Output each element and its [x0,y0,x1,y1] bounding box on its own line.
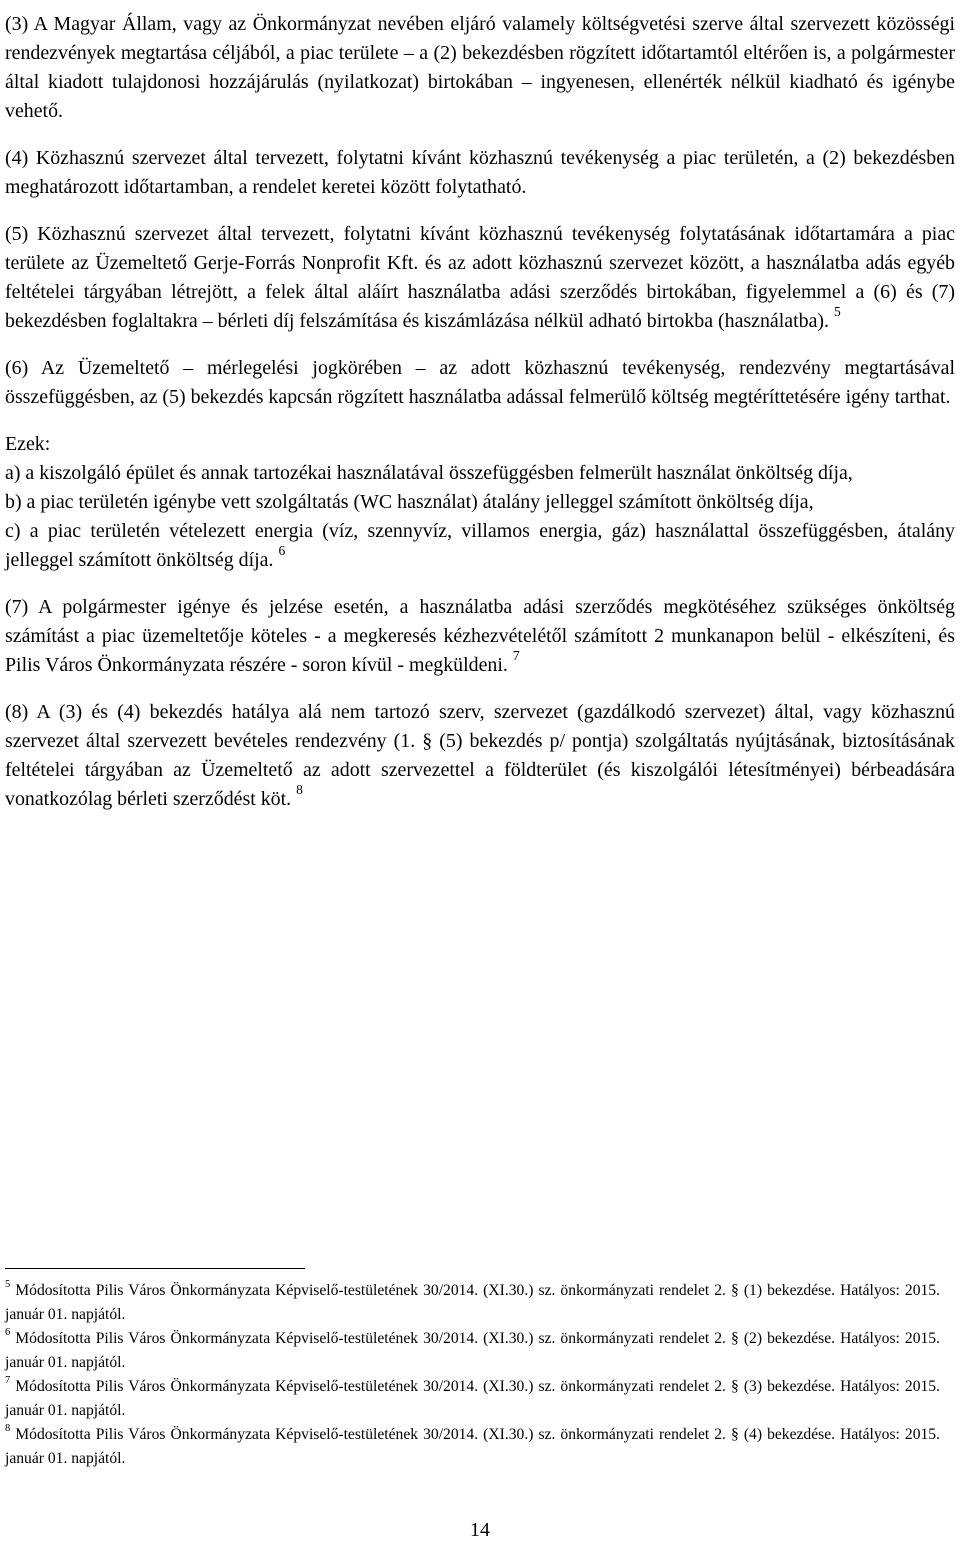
paragraph-7-text: (7) A polgármester igénye és jelzése esetén, a használatba adási szerződés megkötéséhez szükséges önköltség számítást a piac üzemeltetője köteles - a megkeresés kézhezvételétől számított 2 munkanapon belül - elkészíteni, és Pilis Város Önkormányzata részére - soron kívül - megküldeni. [5,596,955,676]
paragraph-5-text: (5) Közhasznú szervezet által tervezett, folytatni kívánt közhasznú tevékenység folytatásának időtartamára a piac területe az Üzemeltető Gerje-Forrás Nonprofit Kft. és az adott közhasznú szervezet között, a használatba adás egyéb feltételei tárgyában létrejött, a felek által aláírt használatba adási szerződés birtokában, figyelemmel a (6) és (7) bekezdésben foglaltakra – bérleti díj felszámítása és kiszámlázása nélkül adható birtokba (használatba). [5,223,955,332]
paragraph-7 [5,593,955,680]
paragraph-6-text: (6) Az Üzemeltető – mérlegelési jogkörében – az adott közhasznú tevékenység, rendezvény megtartásával összefüggésben, az (5) bekezdés kapcsán rögzített használatba adással felmerülő költség megtéríttetésére igény tarthat. [5,357,955,408]
paragraph-8-text: (8) A (3) és (4) bekezdés hatálya alá nem tartozó szerv, szervezet (gazdálkodó szervezet) által, vagy közhasznú szervezet által szervezett bevételes rendezvény (1. § (5) bekezdés p/ pontja) szolgáltatás nyújtásának, biztosításának feltételei tárgyában az Üzemeltető az adott szervezettel a földterület (és kiszolgálói létesítményei) bérbeadására vonatkozólag bérleti szerződést köt. [5,701,955,810]
paragraph-4 [5,144,955,202]
list-item-c [5,517,955,575]
footnote-text: Módosította Pilis Város Önkormányzata Képviselő-testületének 30/2014. (XI.30.) sz. önkormányzati rendelet 2. § (2) bekezdése. Hatályos: 2015. január 01. napjától. [5,1330,940,1371]
paragraph-3 [5,10,955,126]
footnote-number: 6 [5,1326,11,1338]
paragraph-4-text: (4) Közhasznú szervezet által tervezett, folytatni kívánt közhasznú tevékenység a piac területén, a (2) bekezdésben meghatározott időtartamban, a rendelet keretei között folytatható. [5,147,955,198]
footnote-number: 5 [5,1278,11,1290]
list-item-b [5,488,955,517]
footnote-ref-6[interactable]: 6 [278,543,286,559]
paragraph-8 [5,698,955,814]
footnote-ref-8[interactable]: 8 [296,782,303,798]
paragraph-5 [5,220,955,336]
list-heading: Ezek: [5,433,51,455]
footnote-number: 8 [5,1422,11,1434]
footnote-number: 7 [5,1374,11,1386]
list-item-a-text: a) a kiszolgáló épület és annak tartozékai használatával összefüggésben felmerült használat önköltség díja, [5,462,853,484]
footnote [5,1327,940,1375]
footnote-separator [5,1268,305,1269]
paragraph-3-text: (3) A Magyar Állam, vagy az Önkormányzat nevében eljáró valamely költségvetési szerve által szervezett közösségi rendezvények megtartása céljából, a piac területe – a (2) bekezdésben rögzített időtartamtól eltérően is, a polgármester által kiadott tulajdonosi hozzájárulás (nyilatkozat) birtokában – ingyenesen, ellenérték nélkül kiadható és igénybe vehető. [5,13,955,122]
list-item-c-text: c) a piac területén vételezett energia (víz, szennyvíz, villamos energia, gáz) használattal összefüggésben, átalány jelleggel számított önköltség díja. [5,520,955,571]
footnote [5,1375,940,1423]
list-item-b-text: b) a piac területén igénybe vett szolgáltatás (WC használat) átalány jelleggel számított önköltség díja, [5,491,814,513]
page-number: 14 [470,1519,490,1541]
paragraph-6 [5,354,955,412]
footnote-text: Módosította Pilis Város Önkormányzata Képviselő-testületének 30/2014. (XI.30.) sz. önkormányzati rendelet 2. § (1) bekezdése. Hatályos: 2015. január 01. napjától. [5,1282,940,1323]
footnote [5,1423,940,1471]
footnotes [5,1279,940,1471]
footnote-ref-5[interactable]: 5 [834,304,841,320]
footnote-text: Módosította Pilis Város Önkormányzata Képviselő-testületének 30/2014. (XI.30.) sz. önkormányzati rendelet 2. § (3) bekezdése. Hatályos: 2015. január 01. napjától. [5,1378,940,1419]
footnote [5,1279,940,1327]
body-text [5,10,955,814]
footnote-ref-7[interactable]: 7 [512,648,520,664]
footnote-text: Módosította Pilis Város Önkormányzata Képviselő-testületének 30/2014. (XI.30.) sz. önkormányzati rendelet 2. § (4) bekezdése. Hatályos: 2015. január 01. napjától. [5,1426,940,1467]
list-item-a [5,459,955,488]
